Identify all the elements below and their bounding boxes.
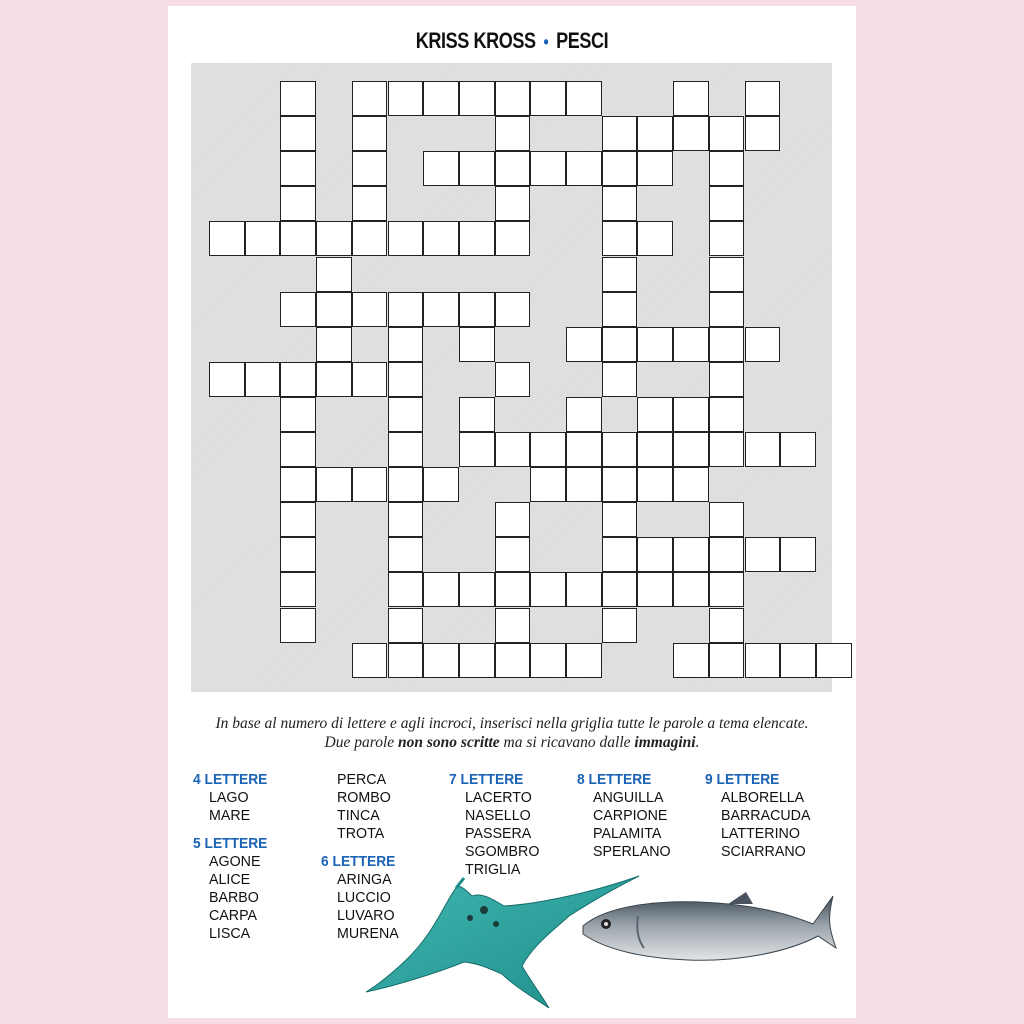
- grid-cell[interactable]: [745, 116, 781, 151]
- grid-cell[interactable]: [673, 397, 709, 432]
- grid-cell[interactable]: [316, 257, 352, 292]
- word-item: PALAMITA: [593, 825, 662, 842]
- grid-cell[interactable]: [673, 327, 709, 362]
- grid-cell[interactable]: [709, 537, 745, 572]
- grid-cell[interactable]: [530, 432, 566, 467]
- grid-cell[interactable]: [388, 397, 424, 432]
- grid-cell[interactable]: [280, 186, 316, 221]
- grid-cell[interactable]: [602, 537, 638, 572]
- grid-cell[interactable]: [352, 362, 388, 397]
- grid-cell[interactable]: [280, 608, 316, 643]
- grid-cell[interactable]: [709, 221, 745, 256]
- grid-cell[interactable]: [388, 362, 424, 397]
- grid-cell[interactable]: [780, 643, 816, 678]
- grid-cell[interactable]: [530, 467, 566, 502]
- word-column-1: [193, 771, 274, 943]
- grid-cell[interactable]: [745, 537, 781, 572]
- grid-cell[interactable]: [495, 608, 531, 643]
- grid-cell[interactable]: [673, 81, 709, 116]
- grid-cell[interactable]: [495, 643, 531, 678]
- grid-cell[interactable]: [673, 643, 709, 678]
- grid-cell[interactable]: [709, 643, 745, 678]
- grid-cell[interactable]: [459, 572, 495, 607]
- grid-cell[interactable]: [459, 643, 495, 678]
- word-column-3: [449, 771, 543, 879]
- word-item: PERCA: [337, 771, 387, 788]
- grid-cell[interactable]: [566, 81, 602, 116]
- grid-cell[interactable]: [566, 397, 602, 432]
- grid-cell[interactable]: [352, 81, 388, 116]
- instructions-line-2: [168, 733, 856, 752]
- grid-cell[interactable]: [280, 537, 316, 572]
- grid-cell[interactable]: [566, 151, 602, 186]
- grid-cell[interactable]: [602, 292, 638, 327]
- grid-cell[interactable]: [709, 151, 745, 186]
- title-main: KRISS KROSS: [415, 28, 536, 53]
- word-item: MURENA: [337, 925, 399, 942]
- word-list-9: [705, 789, 815, 861]
- grid-cell[interactable]: [566, 432, 602, 467]
- grid-cell[interactable]: [245, 221, 281, 256]
- word-item: LAGO: [209, 789, 249, 806]
- grid-cell[interactable]: [388, 467, 424, 502]
- word-item: BARBO: [209, 889, 259, 906]
- grid-cell[interactable]: [637, 432, 673, 467]
- word-list-5b: [321, 771, 402, 843]
- grid-cell[interactable]: [352, 221, 388, 256]
- word-item: SGOMBRO: [465, 843, 540, 860]
- grid-cell[interactable]: [423, 221, 459, 256]
- grid-cell[interactable]: [530, 643, 566, 678]
- grid-cell[interactable]: [388, 572, 424, 607]
- grid-cell[interactable]: [602, 608, 638, 643]
- grid-cell[interactable]: [780, 432, 816, 467]
- grid-cell[interactable]: [602, 502, 638, 537]
- grid-cell[interactable]: [745, 81, 781, 116]
- grid-cell[interactable]: [709, 572, 745, 607]
- grid-cell[interactable]: [495, 502, 531, 537]
- grid-cell[interactable]: [423, 292, 459, 327]
- grid-cell[interactable]: [709, 116, 745, 151]
- grid-cell[interactable]: [602, 186, 638, 221]
- grid-cell[interactable]: [280, 397, 316, 432]
- word-item: LUVARO: [337, 907, 395, 924]
- grid-cell[interactable]: [602, 151, 638, 186]
- grid-cell[interactable]: [566, 467, 602, 502]
- word-item: ALBORELLA: [721, 789, 805, 806]
- grid-cell[interactable]: [637, 116, 673, 151]
- grid-cell[interactable]: [280, 362, 316, 397]
- grid-cell[interactable]: [280, 221, 316, 256]
- grid-cell[interactable]: [637, 151, 673, 186]
- grid-cell[interactable]: [780, 537, 816, 572]
- grid-cell[interactable]: [709, 502, 745, 537]
- grid-cell[interactable]: [745, 432, 781, 467]
- grid-cell[interactable]: [280, 81, 316, 116]
- grid-cell[interactable]: [280, 151, 316, 186]
- grid-cell[interactable]: [280, 467, 316, 502]
- grid-cell[interactable]: [388, 81, 424, 116]
- grid-cell[interactable]: [637, 537, 673, 572]
- grid-cell[interactable]: [316, 362, 352, 397]
- grid-cell[interactable]: [602, 432, 638, 467]
- grid-cell[interactable]: [280, 116, 316, 151]
- grid-cell[interactable]: [459, 292, 495, 327]
- grid-cell[interactable]: [495, 292, 531, 327]
- word-item: NASELLO: [465, 807, 531, 824]
- grid-cell[interactable]: [388, 643, 424, 678]
- grid-cell[interactable]: [495, 81, 531, 116]
- word-item: LISCA: [209, 925, 251, 942]
- word-item: ALICE: [209, 871, 251, 888]
- grid-cell[interactable]: [745, 327, 781, 362]
- instr-bold-b: immagini: [634, 734, 696, 751]
- word-item: MARE: [209, 807, 251, 824]
- grid-cell[interactable]: [637, 397, 673, 432]
- grid-cell[interactable]: [352, 643, 388, 678]
- word-item: TROTA: [337, 825, 385, 842]
- word-column-4: [577, 771, 675, 861]
- grid-cell[interactable]: [816, 643, 852, 678]
- word-item: LATTERINO: [721, 825, 800, 842]
- word-item: BARRACUDA: [721, 807, 811, 824]
- grid-cell[interactable]: [495, 432, 531, 467]
- category-4-lettere: 4 LETTERE: [193, 771, 268, 788]
- grid-cell[interactable]: [709, 327, 745, 362]
- grid-cell[interactable]: [673, 537, 709, 572]
- grid-cell[interactable]: [459, 221, 495, 256]
- grid-cell[interactable]: [745, 643, 781, 678]
- instr-text-c: .: [695, 734, 700, 751]
- grid-cell[interactable]: [388, 327, 424, 362]
- word-item: ANGUILLA: [593, 789, 664, 806]
- word-item: SCIARRANO: [721, 843, 806, 860]
- word-item: TRIGLIA: [465, 861, 521, 878]
- word-item: CARPA: [209, 907, 258, 924]
- grid-cell[interactable]: [459, 327, 495, 362]
- grid-cell[interactable]: [423, 467, 459, 502]
- grid-cell[interactable]: [637, 221, 673, 256]
- grid-cell[interactable]: [709, 292, 745, 327]
- grid-cell[interactable]: [495, 186, 531, 221]
- grid-cell[interactable]: [709, 186, 745, 221]
- grid-cell[interactable]: [388, 221, 424, 256]
- instr-text-b: ma si ricavano dalle: [499, 734, 635, 751]
- tuna-image: [578, 886, 850, 986]
- grid-cell[interactable]: [673, 572, 709, 607]
- grid-cell[interactable]: [673, 116, 709, 151]
- word-column-5: [705, 771, 815, 861]
- grid-cell[interactable]: [709, 257, 745, 292]
- grid-cell[interactable]: [352, 186, 388, 221]
- word-item: TINCA: [337, 807, 380, 824]
- grid-cell[interactable]: [637, 327, 673, 362]
- grid-cell[interactable]: [388, 608, 424, 643]
- grid-cell[interactable]: [352, 116, 388, 151]
- grid-cell[interactable]: [280, 292, 316, 327]
- word-list-7: [449, 789, 543, 879]
- grid-cell[interactable]: [602, 362, 638, 397]
- grid-cell[interactable]: [423, 81, 459, 116]
- word-item: LUCCIO: [337, 889, 391, 906]
- grid-cell[interactable]: [566, 572, 602, 607]
- word-item: CARPIONE: [593, 807, 668, 824]
- grid-cell[interactable]: [530, 81, 566, 116]
- grid-cell[interactable]: [352, 467, 388, 502]
- grid-cell[interactable]: [709, 397, 745, 432]
- grid-cell[interactable]: [495, 221, 531, 256]
- grid-cell[interactable]: [709, 362, 745, 397]
- instr-text-a: Due parole: [324, 734, 399, 751]
- grid-cell[interactable]: [280, 432, 316, 467]
- grid-cell[interactable]: [316, 327, 352, 362]
- word-item: ARINGA: [337, 871, 392, 888]
- title-dot: •: [543, 32, 549, 52]
- category-8-lettere: 8 LETTERE: [577, 771, 652, 788]
- word-list-4: [193, 789, 274, 825]
- grid-cell[interactable]: [316, 467, 352, 502]
- grid-cell[interactable]: [530, 151, 566, 186]
- grid-cell[interactable]: [673, 467, 709, 502]
- grid-cell[interactable]: [495, 116, 531, 151]
- grid-cell[interactable]: [316, 221, 352, 256]
- grid-cell[interactable]: [459, 151, 495, 186]
- category-9-lettere: 9 LETTERE: [705, 771, 780, 788]
- grid-cell[interactable]: [602, 327, 638, 362]
- grid-cell[interactable]: [280, 502, 316, 537]
- grid-cell[interactable]: [423, 151, 459, 186]
- grid-cell[interactable]: [602, 116, 638, 151]
- word-item: PASSERA: [465, 825, 532, 842]
- word-item: SPERLANO: [593, 843, 671, 860]
- grid-cell[interactable]: [209, 221, 245, 256]
- grid-cell[interactable]: [459, 432, 495, 467]
- grid-cell[interactable]: [673, 432, 709, 467]
- grid-cell[interactable]: [459, 397, 495, 432]
- grid-cell[interactable]: [530, 572, 566, 607]
- grid-cell[interactable]: [280, 572, 316, 607]
- category-5-lettere: 5 LETTERE: [193, 835, 268, 852]
- grid-cell[interactable]: [352, 151, 388, 186]
- category-7-lettere: 7 LETTERE: [449, 771, 524, 788]
- grid-cell[interactable]: [709, 432, 745, 467]
- grid-cell[interactable]: [495, 362, 531, 397]
- word-item: LACERTO: [465, 789, 532, 806]
- grid-cell[interactable]: [245, 362, 281, 397]
- word-item: AGONE: [209, 853, 261, 870]
- page-title: [230, 28, 794, 54]
- instr-bold-a: non sono scritte: [398, 734, 500, 751]
- category-6-lettere: 6 LETTERE: [321, 853, 396, 870]
- grid-cell[interactable]: [566, 643, 602, 678]
- grid-cell[interactable]: [352, 292, 388, 327]
- grid-cell[interactable]: [566, 327, 602, 362]
- puzzle-page: [168, 6, 856, 1018]
- grid-cell[interactable]: [602, 257, 638, 292]
- grid-cell[interactable]: [316, 292, 352, 327]
- grid-cell[interactable]: [423, 572, 459, 607]
- grid-cell[interactable]: [637, 572, 673, 607]
- word-list-5a: [193, 853, 274, 943]
- crossword-grid: [191, 63, 832, 692]
- grid-cell[interactable]: [423, 643, 459, 678]
- grid-cell[interactable]: [209, 362, 245, 397]
- grid-cell[interactable]: [602, 572, 638, 607]
- instructions: [168, 714, 856, 752]
- grid-cell[interactable]: [637, 467, 673, 502]
- word-list-8: [577, 789, 675, 861]
- grid-cell[interactable]: [495, 572, 531, 607]
- grid-cell[interactable]: [388, 432, 424, 467]
- instructions-line-1: In base al numero di lettere e agli incroci, inserisci nella griglia tutte le parole a tema elencate.: [215, 715, 809, 732]
- grid-cell[interactable]: [388, 502, 424, 537]
- grid-cell[interactable]: [388, 537, 424, 572]
- word-item: ROMBO: [337, 789, 391, 806]
- grid-cell[interactable]: [388, 292, 424, 327]
- grid-cell[interactable]: [459, 81, 495, 116]
- grid-cell[interactable]: [602, 221, 638, 256]
- grid-cell[interactable]: [602, 467, 638, 502]
- grid-cell[interactable]: [495, 151, 531, 186]
- grid-cell[interactable]: [709, 608, 745, 643]
- title-subtitle: PESCI: [556, 28, 609, 53]
- grid-cell[interactable]: [495, 537, 531, 572]
